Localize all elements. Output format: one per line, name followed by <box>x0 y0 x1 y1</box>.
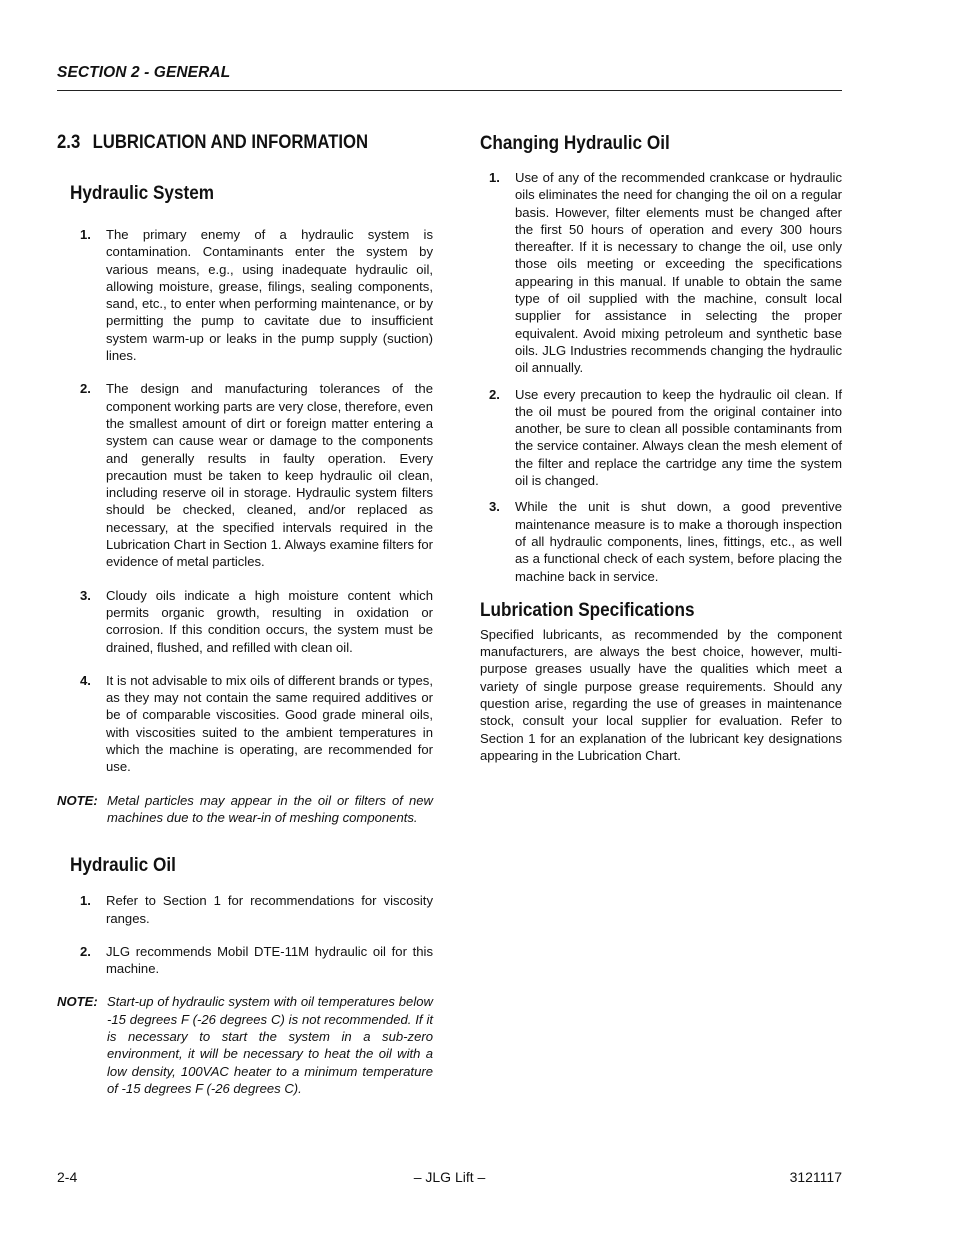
note-text: Start-up of hydraulic system with oil temperatures below -15 degrees F (-26 degrees C) is not recommended. If it is necessary to start the system in a sub-zero environment, it will be necessary to heat the oil with a low density, 100VAC heater to a minimum temperature of -15 degrees F (-26 degrees C). <box>107 994 433 1096</box>
item-number: 1. <box>80 893 91 909</box>
item-number: 2. <box>80 943 91 959</box>
main-heading <box>57 132 388 154</box>
item-text: The primary enemy of a hydraulic system is contamination. Contaminants enter the system by various means, e.g., using inadequate hydraulic oil, allowing moisture, grease, filings, sealing components, sand, etc., to enter when performing maintenance, or by permitting the pump to cavitate due to insufficient system warm-up or leaks in the pump supply (suction) lines. <box>106 227 433 364</box>
hydraulic-oil-list <box>57 892 433 977</box>
list-item <box>480 386 842 490</box>
left-column <box>57 132 433 1097</box>
main-heading-number: 2.3 <box>57 132 81 153</box>
list-item <box>57 587 433 656</box>
list-item <box>57 380 433 570</box>
item-number: 2. <box>489 386 500 402</box>
section-title: SECTION 2 - GENERAL <box>57 64 231 81</box>
changing-hydraulic-oil-list <box>480 169 842 585</box>
footer-brand: – JLG Lift – <box>413 1169 486 1185</box>
item-text: Cloudy oils indicate a high moisture content which permits organic growth, resulting in oxidation or corrosion. If this condition occurs, the system must be drained, flushed, and refilled with clean oil. <box>106 587 433 655</box>
note <box>57 792 433 827</box>
item-text: It is not advisable to mix oils of different brands or types, as they may not contain the same required additives or be of comparable viscosities. Good grade mineral oils, with viscosities suited to the ambient temperatures in which the machine is operating, are recommended for use. <box>106 672 433 775</box>
item-number: 2. <box>80 381 91 397</box>
list-item <box>480 169 842 377</box>
item-text: JLG recommends Mobil DTE-11M hydraulic oil for this machine. <box>106 943 433 977</box>
item-text: Use every precaution to keep the hydraulic oil clean. If the oil must be poured from the original container into another, be sure to clean all possible contaminants from the service container. Always clean the mesh element of the filter and replace the cartridge any time the system oil is changed. <box>515 386 842 489</box>
hydraulic-system-list <box>57 226 433 776</box>
item-number: 3. <box>80 587 91 603</box>
list-item <box>57 892 433 927</box>
page-number: 2-4 <box>57 1169 78 1185</box>
note-text: Metal particles may appear in the oil or filters of new machines due to the wear-in of meshing components. <box>107 792 433 825</box>
list-item <box>57 672 433 776</box>
note-label: NOTE: <box>57 792 98 808</box>
item-text: Refer to Section 1 for recommendations for viscosity ranges. <box>106 893 433 926</box>
document-number: 3121117 <box>789 1169 842 1185</box>
item-number: 4. <box>80 672 91 688</box>
note-label: NOTE: <box>57 994 98 1010</box>
item-text: Use of any of the recommended crankcase or hydraulic oils eliminates the need for changing the oil on a regular basis. However, filter elements must be changed after the first 50 hours of operation and every 300 hours thereafter. If it is necessary to change the oil, use only those oils meeting or exceeding the specifications appearing in this manual. If unable to obtain the same type of oil supplied with the machine, consult local supplier for assistance in selecting the proper equivalent. Avoid mixing petroleum and synthetic base oils. JLG Industries recommends changing the hydraulic oil annually. <box>515 170 842 376</box>
right-column <box>480 132 842 764</box>
item-number: 3. <box>489 499 500 515</box>
lubrication-specifications-heading: Lubrication Specifications <box>480 598 695 621</box>
item-text: While the unit is shut down, a good preventive maintenance measure is to make a thorough inspection of all hydraulic components, lines, fittings, etc., as well as a functional check of each system, before placing the machine back in service. <box>515 499 842 584</box>
list-item <box>57 943 433 978</box>
lubrication-specifications-text: Specified lubricants, as recommended by the component manufacturers, are always the best choice, however, multi-purpose greases usually have the qualities which meet a variety of single purpose grease requirements. Should any question arise, regarding the use of greases in maintenance stock, consult your local supplier for evaluation. Refer to Section 1 for an explanation of the lubricant key designations appearing in the Lubrication Chart. <box>480 626 842 763</box>
page-header <box>57 64 842 91</box>
list-item <box>57 226 433 364</box>
list-item <box>480 498 842 584</box>
item-number: 1. <box>489 170 500 185</box>
main-heading-title: LUBRICATION AND INFORMATION <box>92 132 369 153</box>
changing-hydraulic-oil-heading: Changing Hydraulic Oil <box>480 132 670 154</box>
hydraulic-system-heading: Hydraulic System <box>70 182 215 204</box>
item-text: The design and manufacturing tolerances of the component working parts are very close, therefore, even the smallest amount of dirt or foreign matter entering a system can cause wear or damage to the components and generally results in faulty operation. Every precaution must be taken to keep hydraulic oil clean, including reserve oil in storage. Hydraulic system filters should be checked, cleaned, and/or replaced as necessary, at the specified intervals required in the Lubrication Chart in Section 1. Always examine filters for evidence of metal particles. <box>106 381 433 570</box>
item-number: 1. <box>80 227 91 242</box>
note <box>57 993 433 1097</box>
hydraulic-oil-heading: Hydraulic Oil <box>70 854 176 877</box>
